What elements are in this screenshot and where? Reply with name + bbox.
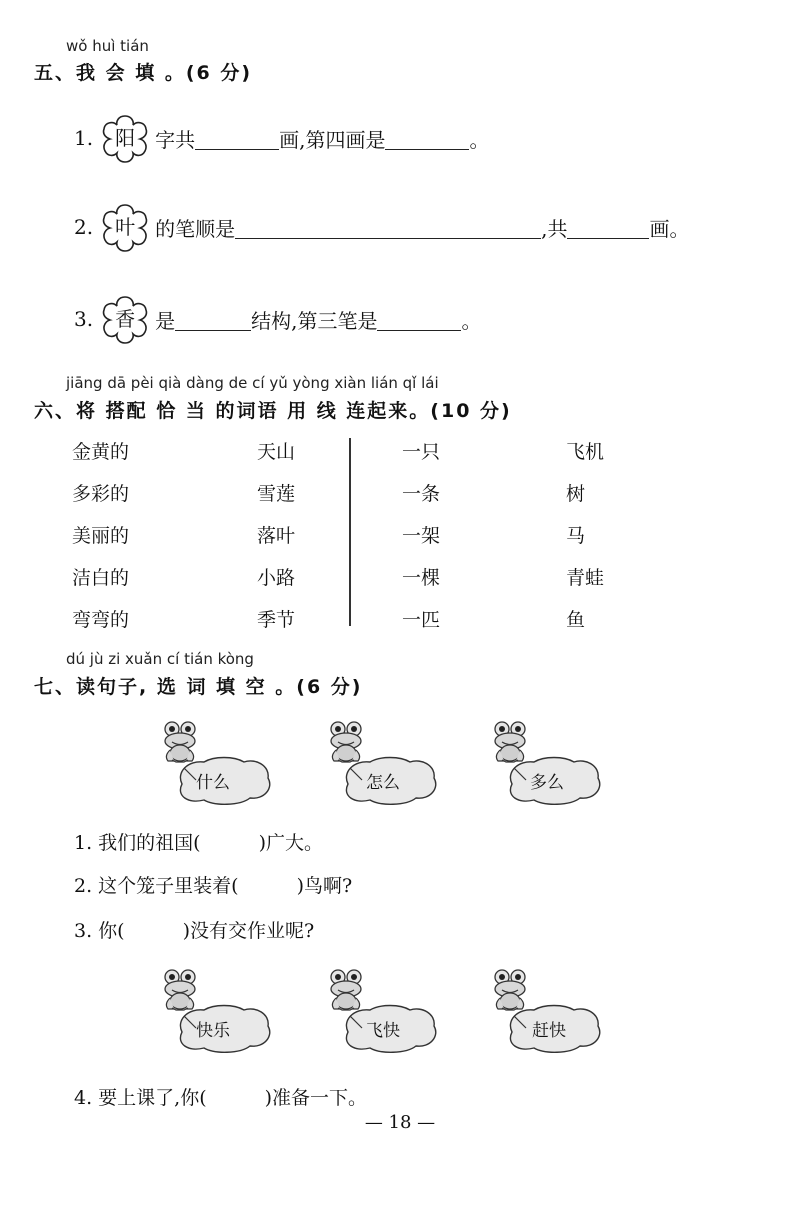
q2-text-c: 画。 [649, 216, 690, 241]
q3-blank-1[interactable] [175, 308, 251, 331]
sentence-2 [74, 871, 352, 898]
sentence-2-a: 2. 这个笼子里装着( [74, 875, 239, 897]
q3-text-a: 是 [155, 308, 176, 333]
section7-pinyin: dú jù zi xuǎn cí tián kòng [66, 650, 254, 668]
flower-frame-icon [99, 112, 151, 164]
section5-title: 五、我 会 填 。(6 分) [34, 62, 253, 84]
col2-word[interactable]: 雪莲 [257, 483, 296, 505]
frog-icon [160, 720, 280, 808]
col1-word[interactable]: 美丽的 [72, 525, 130, 547]
section5-q1 [74, 112, 489, 164]
col4-word[interactable]: 鱼 [566, 609, 586, 631]
col3-word[interactable]: 一匹 [402, 609, 441, 631]
column-divider [349, 438, 351, 626]
frog-icon [160, 968, 280, 1056]
flower-frame-icon [99, 201, 151, 253]
word-option: 赶快 [532, 1021, 566, 1041]
col2-word[interactable]: 季节 [257, 609, 296, 631]
frog-word-card[interactable] [490, 968, 610, 1056]
frog-word-card[interactable] [490, 720, 610, 808]
col4-word[interactable]: 马 [566, 525, 586, 547]
section5-pinyin: wǒ huì tián [66, 37, 149, 55]
frog-word-card[interactable] [160, 968, 280, 1056]
q1-blank-2[interactable] [385, 127, 469, 150]
q2-text-a: 的笔顺是 [155, 216, 236, 241]
q3-text-c: 。 [461, 308, 482, 333]
sentence-3-b: )没有交作业呢? [182, 920, 315, 942]
col4-word[interactable]: 树 [566, 483, 586, 505]
q3-number: 3. [74, 307, 94, 331]
frog-icon [490, 720, 610, 808]
col4-word[interactable]: 青蛙 [566, 567, 605, 589]
col2-word[interactable]: 落叶 [257, 525, 296, 547]
q1-char: 阳 [115, 126, 136, 150]
section5-q2 [74, 201, 689, 253]
frog-word-card[interactable] [326, 720, 446, 808]
sentence-3 [74, 916, 314, 943]
section6-pinyin: jiāng dā pèi qià dàng de cí yǔ yòng xiàn lián qǐ lái [66, 374, 439, 392]
col2-word[interactable]: 天山 [257, 441, 296, 463]
q3-blank-2[interactable] [377, 308, 461, 331]
col3-word[interactable]: 一架 [402, 525, 441, 547]
section6-title: 六、将 搭配 恰 当 的词语 用 线 连起来。(10 分) [34, 400, 512, 422]
q1-number: 1. [74, 126, 94, 150]
word-option: 什么 [196, 773, 230, 793]
col1-word[interactable]: 弯弯的 [72, 609, 130, 631]
q2-char: 叶 [115, 215, 136, 239]
sentence-2-b: )鸟啊? [296, 875, 353, 897]
word-option: 多么 [530, 773, 564, 793]
col3-word[interactable]: 一条 [402, 483, 441, 505]
q2-number: 2. [74, 215, 94, 239]
col2-word[interactable]: 小路 [257, 567, 296, 589]
q2-blank-2[interactable] [567, 216, 649, 239]
col4-word[interactable]: 飞机 [566, 441, 605, 463]
sentence-4-b: )准备一下。 [264, 1087, 368, 1109]
q2-blank-1[interactable] [235, 216, 541, 239]
col3-word[interactable]: 一只 [402, 441, 441, 463]
frog-word-card[interactable] [326, 968, 446, 1056]
q1-text-a: 字共 [155, 127, 196, 152]
page-number: — 18 — [364, 1112, 436, 1133]
col1-word[interactable]: 金黄的 [72, 441, 130, 463]
section5-q3 [74, 293, 481, 345]
word-option: 飞快 [366, 1021, 400, 1041]
word-option: 快乐 [196, 1021, 230, 1041]
q1-text-b: 画,第四画是 [279, 127, 386, 152]
section7-title: 七、读句子, 选 词 填 空 。(6 分) [34, 676, 363, 698]
sentence-1-b: )广大。 [258, 832, 324, 854]
frog-icon [490, 968, 610, 1056]
col1-word[interactable]: 洁白的 [72, 567, 130, 589]
sentence-3-a: 3. 你( [74, 920, 125, 942]
col1-word[interactable]: 多彩的 [72, 483, 130, 505]
flower-frame-icon [99, 293, 151, 345]
col3-word[interactable]: 一棵 [402, 567, 441, 589]
word-option: 怎么 [366, 773, 400, 793]
frog-icon [326, 720, 446, 808]
frog-icon [326, 968, 446, 1056]
sentence-4 [74, 1083, 367, 1110]
sentence-1-a: 1. 我们的祖国( [74, 832, 201, 854]
sentence-1 [74, 828, 323, 855]
q3-text-b: 结构,第三笔是 [251, 308, 378, 333]
q1-text-c: 。 [469, 127, 490, 152]
q1-blank-1[interactable] [195, 127, 279, 150]
sentence-4-a: 4. 要上课了,你( [74, 1087, 207, 1109]
q3-char: 香 [115, 307, 136, 331]
q2-text-b: ,共 [541, 216, 568, 241]
frog-word-card[interactable] [160, 720, 280, 808]
